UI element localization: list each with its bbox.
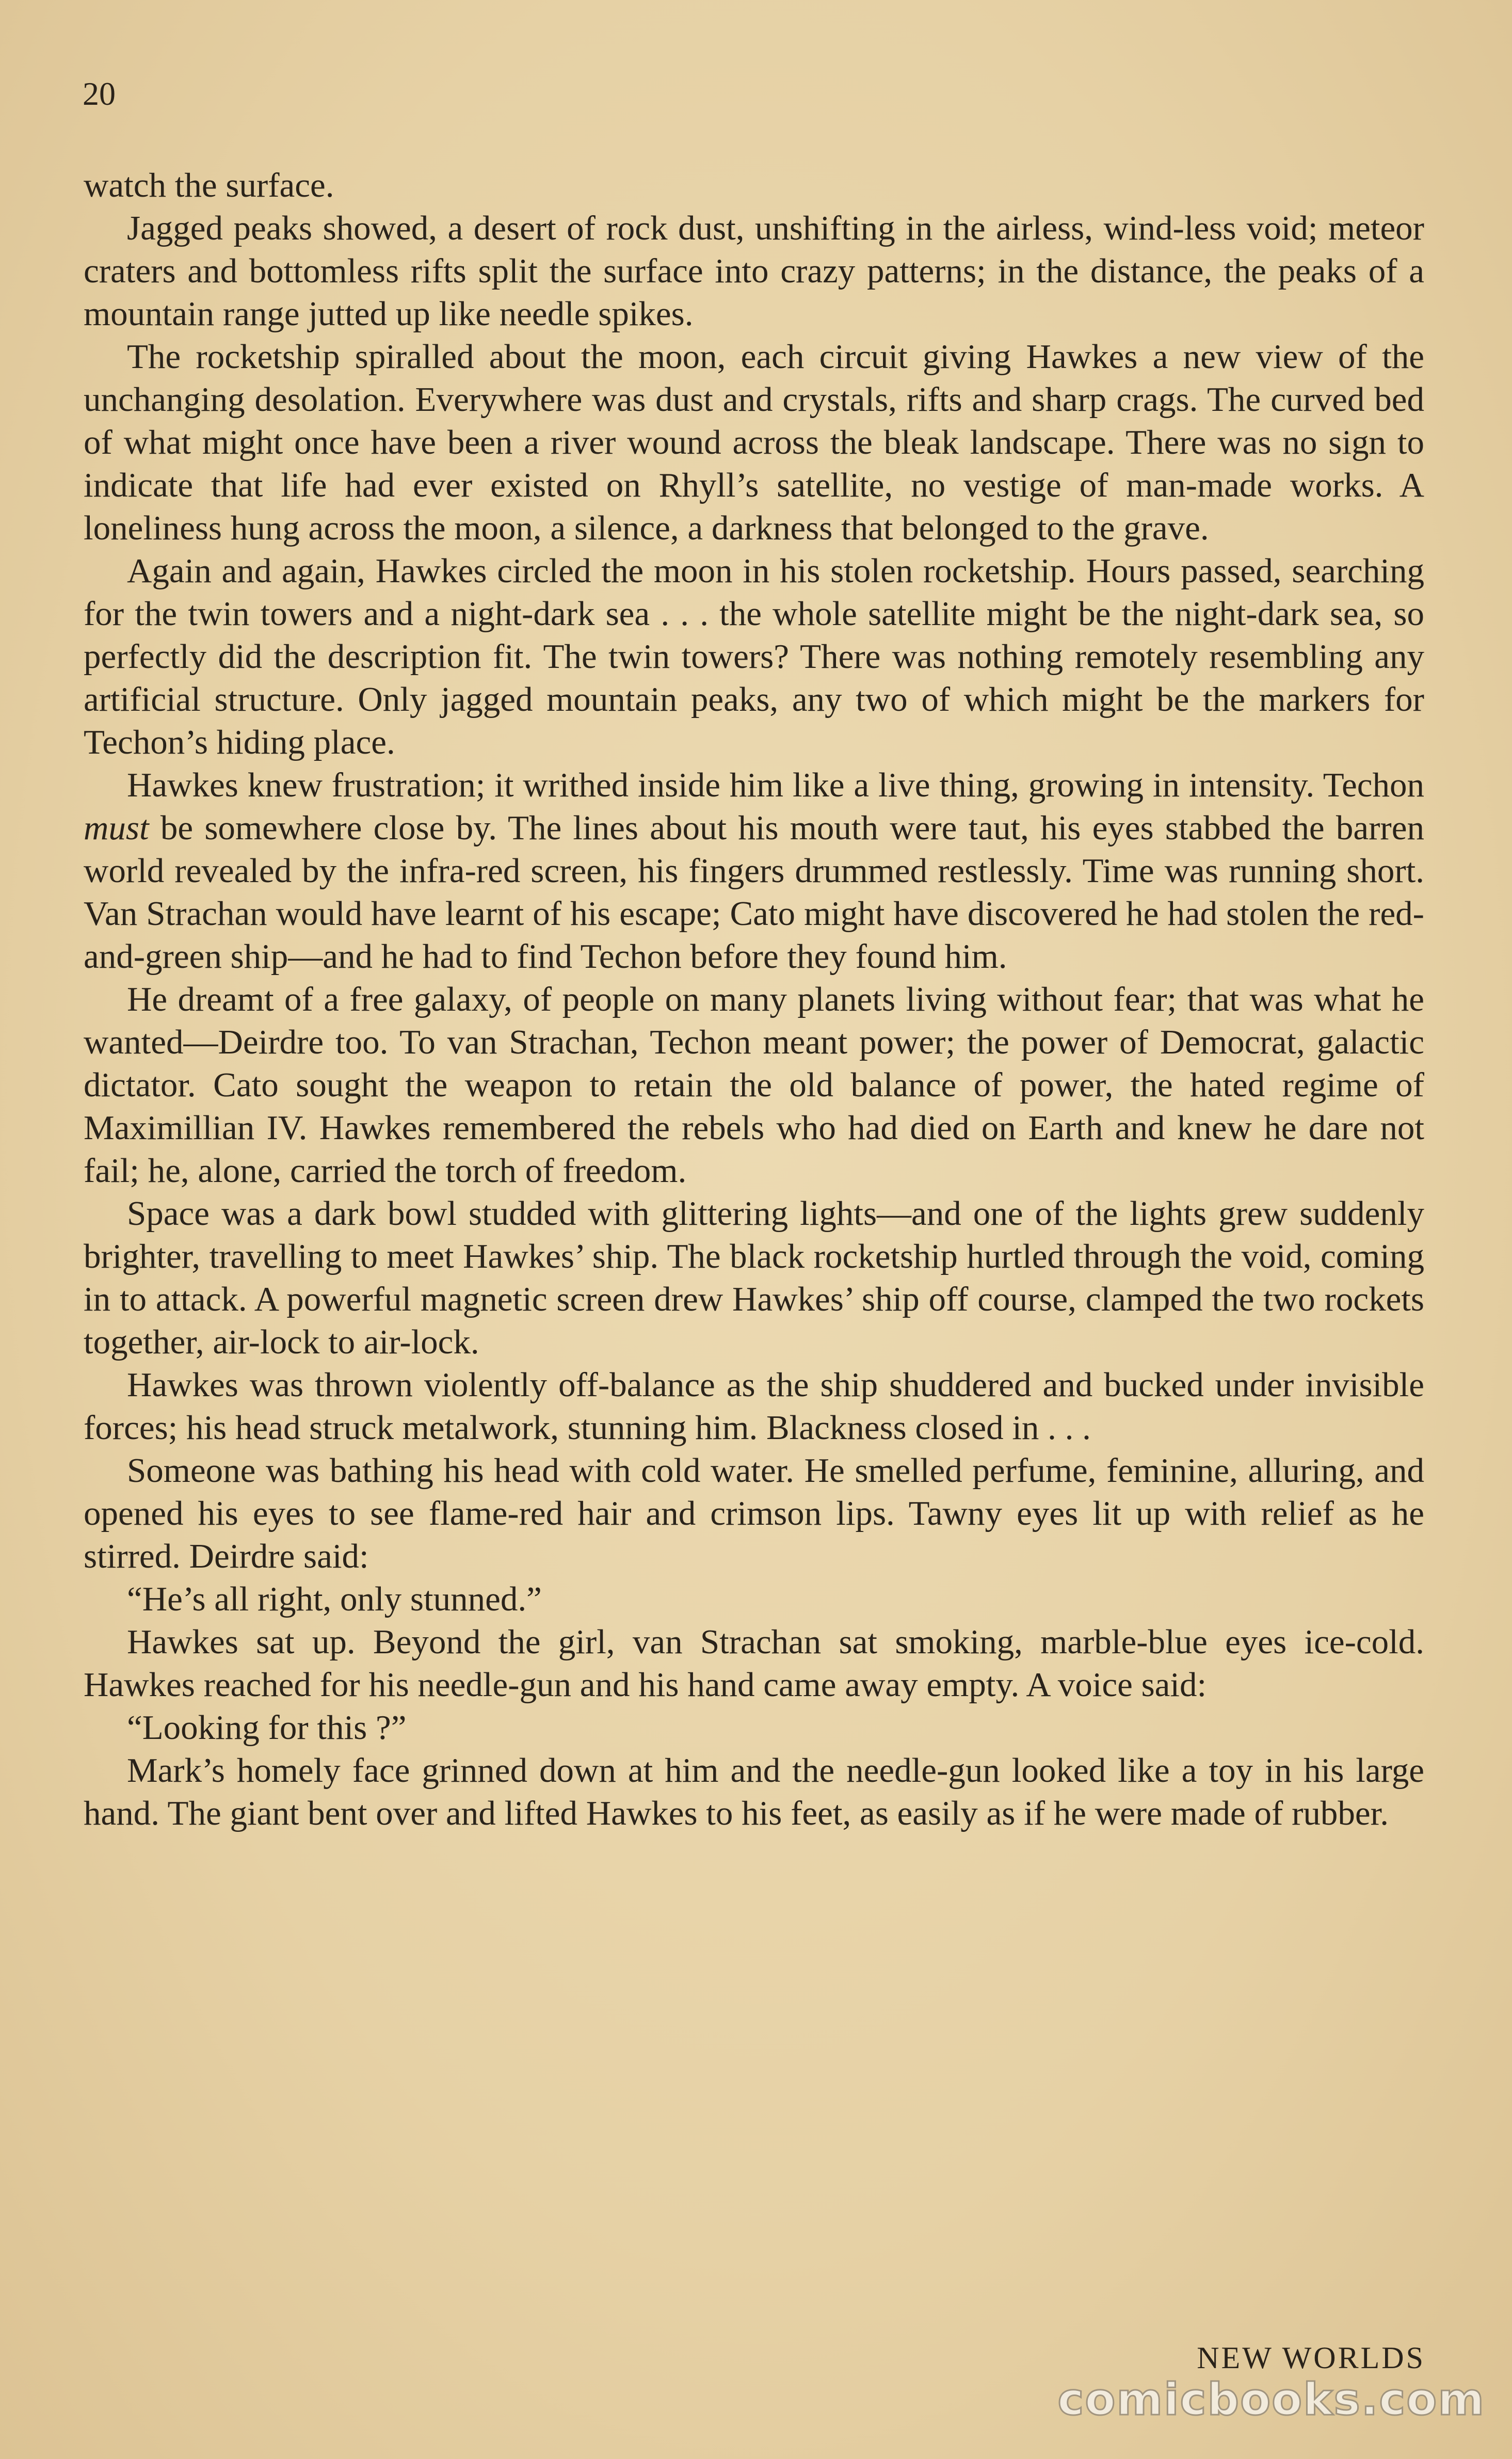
paragraph: Space was a dark bowl studded with glittering lights—and one of the lights grew suddenly brighter, travelling to meet Hawkes’ ship. The black rocketship hurtled through the void, coming in to attack. A powerful magnetic screen drew Hawkes’ ship off course, clamped the two rockets together, air-lock to air-lock. (84, 1194, 1424, 1361)
paragraph-text: be somewhere close by. The lines about his mouth were taut, his eyes stabbed the barren world revealed by the infra-red screen, his fingers drummed restlessly. Time was running short. Van Strachan would have learnt of his escape; Cato might have discovered he had stolen the red-and-green ship—and he had to find Techon before they found him. (84, 809, 1424, 976)
paragraph (84, 764, 1424, 978)
emphasis-text: must (84, 809, 149, 847)
watermark: comicbooks.com (1057, 2374, 1485, 2425)
paragraph: “He’s all right, only stunned.” (127, 1580, 542, 1618)
paragraph: The rocketship spiralled about the moon, each circuit giving Hawkes a new view of the unchanging desolation. Everywhere was dust and crystals, rifts and sharp crags. The curved bed of what might once have been a river wound across the bleak landscape. There was no sign to indicate that life had ever existed on Rhyll’s satellite, no vestige of man-made works. A loneliness hung across the moon, a silence, a darkness that belonged to the grave. (84, 338, 1424, 547)
paragraph: watch the surface. (84, 166, 334, 204)
paragraph: Hawkes sat up. Beyond the girl, van Strachan sat smoking, marble-blue eyes ice-cold. Hawkes reached for his needle-gun and his hand came away empty. A voice said: (84, 1623, 1424, 1704)
paragraph: “Looking for this ?” (127, 1708, 407, 1747)
paragraph: Again and again, Hawkes circled the moon in his stolen rocketship. Hours passed, searching for the twin towers and a night-dark sea . . . the whole satellite might be the night-dark sea, so perfectly did the description fit. The twin towers? There was nothing remotely resembling any artificial structure. Only jagged mountain peaks, any two of which might be the markers for Techon’s hiding place. (84, 552, 1424, 761)
paragraph: Mark’s homely face grinned down at him and the needle-gun looked like a toy in his large hand. The giant bent over and lifted Hawkes to his feet, as easily as if he were made of rubber. (84, 1751, 1424, 1832)
magazine-footer-title: NEW WORLDS (1197, 2341, 1425, 2375)
story-text (84, 164, 1424, 1835)
paragraph: Jagged peaks showed, a desert of rock dust, unshifting in the airless, wind-less void; meteor craters and bottomless rifts split the surface into crazy patterns; in the distance, the peaks of a mountain range jutted up like needle spikes. (84, 209, 1424, 333)
paragraph-text: Hawkes knew frustration; it writhed inside him like a live thing, growing in intensity. Techon (127, 766, 1424, 804)
paragraph: Someone was bathing his head with cold water. He smelled perfume, feminine, alluring, and opened his eyes to see flame-red hair and crimson lips. Tawny eyes lit up with relief as he stirred. Deirdre said: (84, 1451, 1424, 1575)
paragraph: He dreamt of a free galaxy, of people on many planets living without fear; that was what he wanted—Deirdre too. To van Strachan, Techon meant power; the power of Democrat, galactic dictator. Cato sought the weapon to retain the old balance of power, the hated regime of Maximillian IV. Hawkes remembered the rebels who had died on Earth and knew he dare not fail; he, alone, carried the torch of freedom. (84, 980, 1424, 1190)
page-number: 20 (83, 75, 116, 112)
paragraph: Hawkes was thrown violently off-balance as the ship shuddered and bucked under invisible forces; his head struck metalwork, stunning him. Blackness closed in . . . (84, 1366, 1424, 1447)
